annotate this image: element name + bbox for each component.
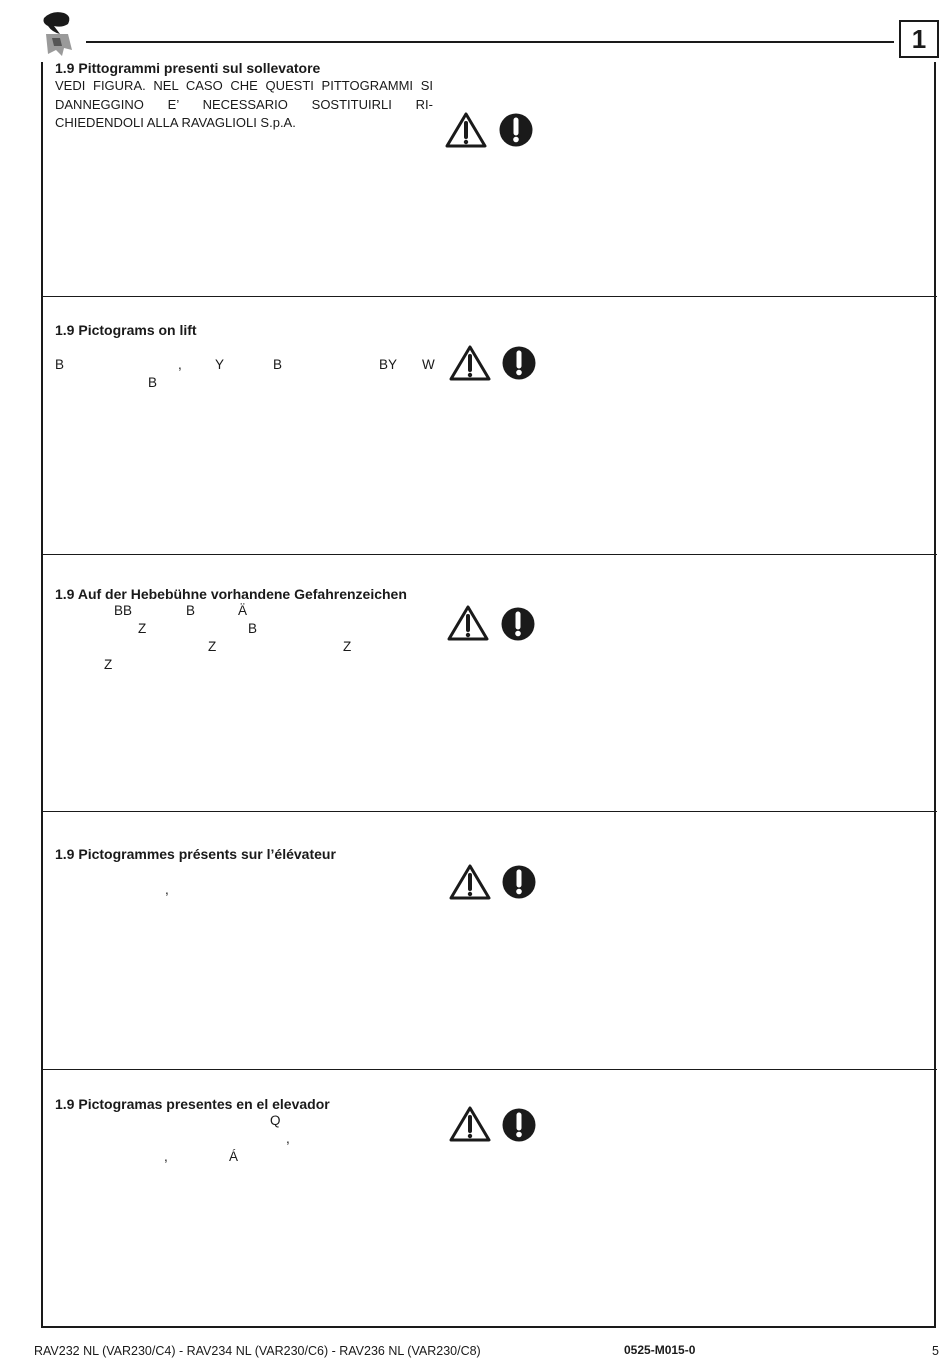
section-number-box: 1 [899, 20, 939, 58]
section-divider [41, 296, 937, 297]
warning-triangle-icon [447, 605, 489, 641]
text-fragment: , [286, 1131, 290, 1146]
section-divider [41, 1069, 937, 1070]
section-heading-it: 1.9 Pittogrammi presenti sul sollevatore [55, 60, 321, 76]
warning-triangle-icon [445, 112, 487, 148]
exclamation-circle-icon [501, 607, 535, 641]
warning-triangle-icon [449, 345, 491, 381]
section-heading-es: 1.9 Pictogramas presentes en el elevador [55, 1096, 330, 1112]
text-fragment: B [273, 357, 283, 372]
text-fragment: B [248, 621, 258, 636]
warning-triangle-icon [449, 1106, 491, 1142]
brand-logo-icon [38, 10, 80, 60]
section-divider [41, 554, 937, 555]
section-heading-fr: 1.9 Pictogrammes présents sur l’élévateur [55, 846, 336, 862]
text-fragment: Z [343, 639, 352, 654]
text-fragment: , [165, 882, 169, 897]
section-heading-en: 1.9 Pictograms on lift [55, 322, 197, 338]
footer-models: RAV232 NL (VAR230/C4) - RAV234 NL (VAR230/C6) - RAV236 NL (VAR230/C8) [34, 1344, 481, 1358]
text-fragment: W [422, 357, 435, 372]
text-fragment: B [55, 357, 65, 372]
section-divider [41, 811, 937, 812]
text-fragment: B [148, 375, 158, 390]
exclamation-circle-icon [502, 346, 536, 380]
text-fragment: B [186, 603, 196, 618]
page-number: 5 [932, 1344, 939, 1358]
exclamation-circle-icon [502, 1108, 536, 1142]
exclamation-circle-icon [499, 113, 533, 147]
text-fragment: BY [379, 357, 398, 372]
text-fragment: Z [208, 639, 217, 654]
text-fragment: Z [138, 621, 147, 636]
text-fragment: Q [270, 1113, 281, 1128]
text-fragment: , [164, 1149, 168, 1164]
header-rule [86, 41, 894, 43]
section-heading-de: 1.9 Auf der Hebebühne vorhandene Gefahrenzeichen [55, 586, 407, 602]
exclamation-circle-icon [502, 865, 536, 899]
text-fragment: Ä [238, 603, 248, 618]
text-fragment: , [178, 357, 182, 372]
warning-triangle-icon [449, 864, 491, 900]
text-fragment: Á [229, 1149, 239, 1164]
text-fragment: Z [104, 657, 113, 672]
section-body-it: VEDI FIGURA. NEL CASO CHE QUESTI PITTOGRAMMI SI DANNEGGINO E’ NECESSARIO SOSTITUIRLI RI-CHIEDENDOLI ALLA RAVAGLIOLI S.p.A. [55, 78, 433, 130]
text-fragment: BB [114, 603, 133, 618]
footer-document-code: 0525-M015-0 [624, 1343, 696, 1357]
text-fragment: Y [215, 357, 225, 372]
